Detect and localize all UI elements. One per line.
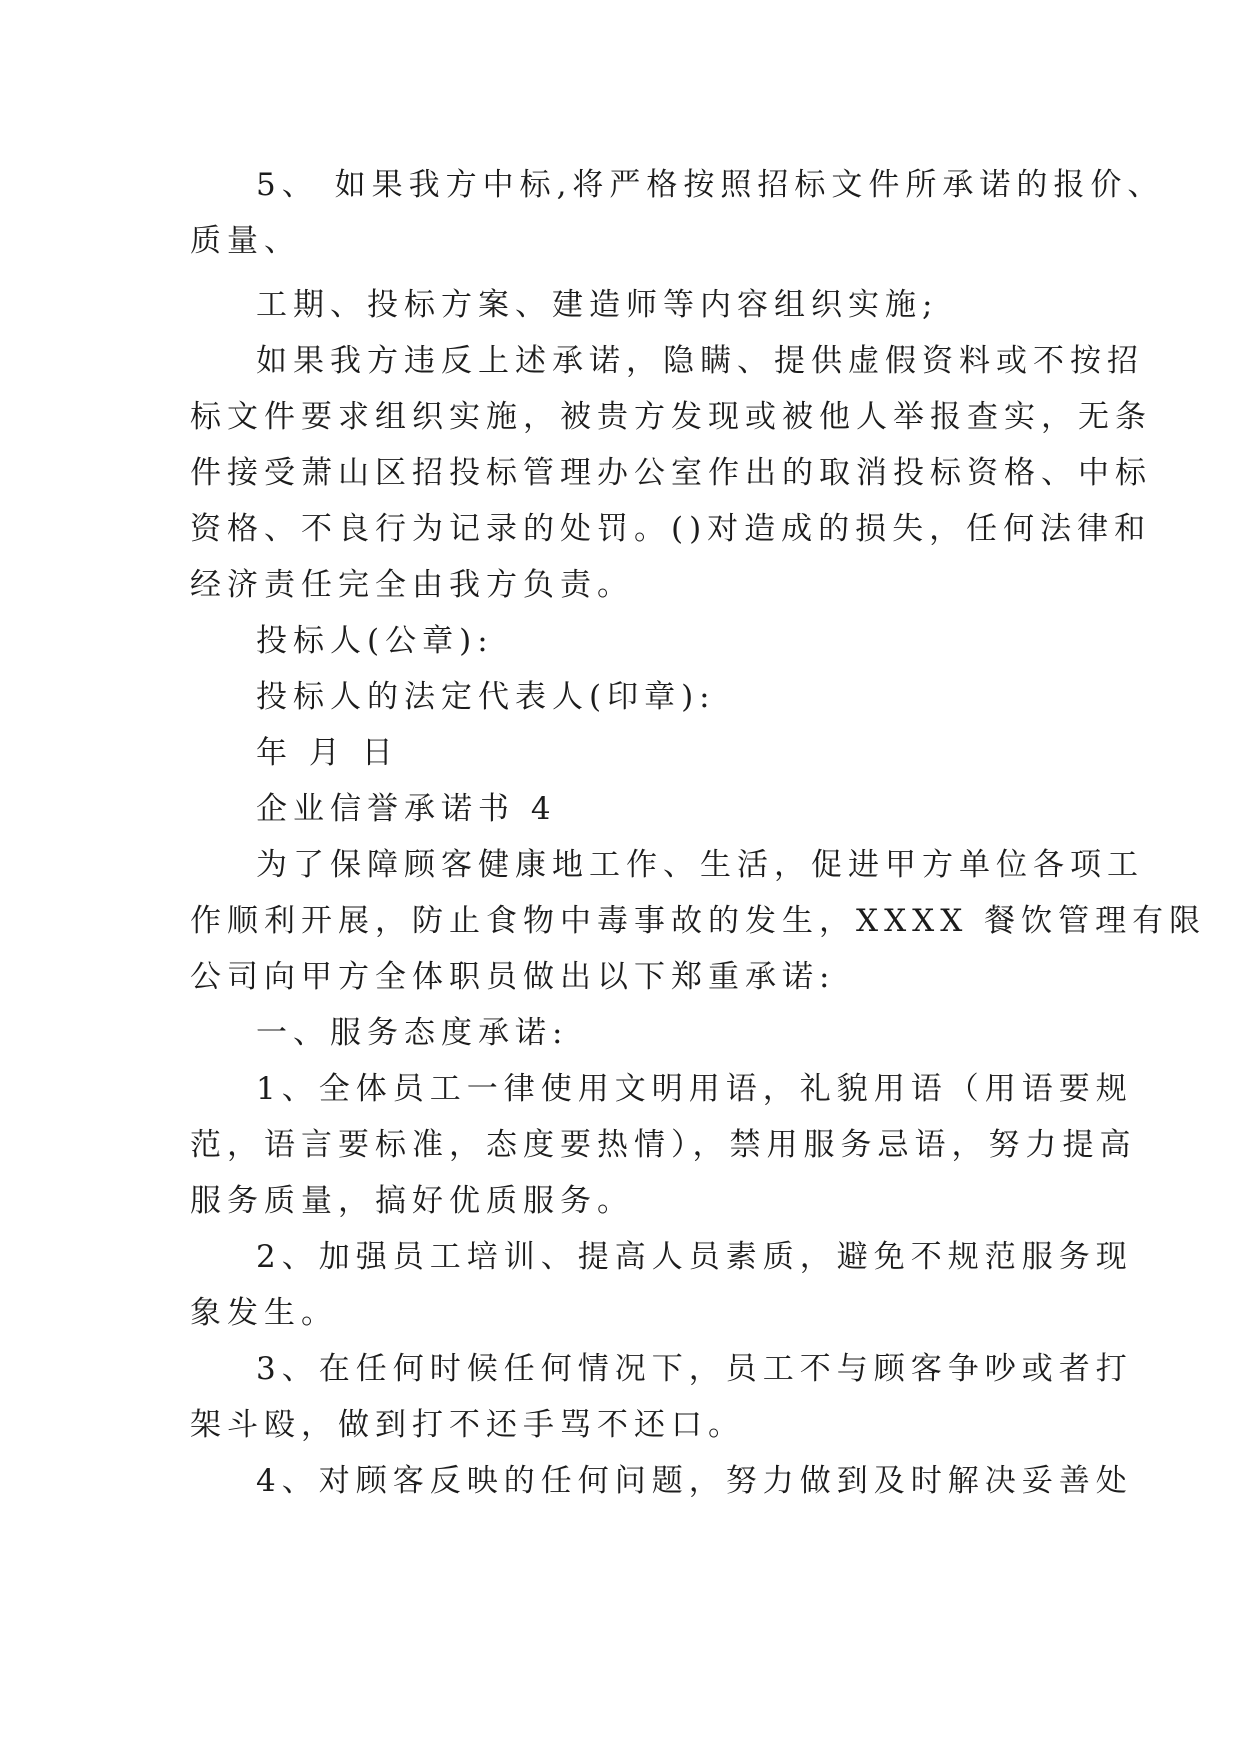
section-title: 企业信誉承诺书 4 <box>256 791 557 827</box>
signature-line-legal-representative: 投标人的法定代表人(印章): <box>256 679 716 715</box>
text-line-22: 3、在任何时候任何情况下，员工不与顾客争吵或者打 <box>256 1351 1133 1387</box>
text-line-14: 作顺利开展，防止食物中毒事故的发生，XXXX 餐饮管理有限 <box>190 903 1207 939</box>
text-line-18: 范，语言要标准，态度要热情），禁用服务忌语，努力提高 <box>190 1127 1137 1163</box>
text-line-15: 公司向甲方全体职员做出以下郑重承诺: <box>190 959 836 995</box>
text-line-19: 服务质量，搞好优质服务。 <box>190 1183 634 1219</box>
text-line-1: 5、 如果我方中标,将严格按照招标文件所承诺的报价、 <box>256 167 1165 203</box>
text-line-20: 2、加强员工培训、提高人员素质，避免不规范服务现 <box>256 1239 1133 1275</box>
text-line-23: 架斗殴，做到打不还手骂不还口。 <box>190 1407 745 1443</box>
text-line-5: 标文件要求组织实施，被贵方发现或被他人举报查实，无条 <box>190 399 1152 435</box>
text-line-2: 质量、 <box>190 223 301 259</box>
text-line-17: 1、全体员工一律使用文明用语，礼貌用语（用语要规 <box>256 1071 1133 1107</box>
date-line: 年 月 日 <box>256 735 399 771</box>
text-line-6: 件接受萧山区招投标管理办公室作出的取消投标资格、中标 <box>190 455 1152 491</box>
text-line-8: 经济责任完全由我方负责。 <box>190 567 634 603</box>
text-line-7: 资格、不良行为记录的处罚。()对造成的损失，任何法律和 <box>190 511 1152 547</box>
subsection-heading: 一、服务态度承诺: <box>256 1015 569 1051</box>
text-line-24: 4、对顾客反映的任何问题，努力做到及时解决妥善处 <box>256 1463 1133 1499</box>
text-line-21: 象发生。 <box>190 1295 338 1331</box>
signature-line-bidder: 投标人(公章): <box>256 623 494 659</box>
text-line-4: 如果我方违反上述承诺，隐瞒、提供虚假资料或不按招 <box>256 343 1144 379</box>
text-line-13: 为了保障顾客健康地工作、生活，促进甲方单位各项工 <box>256 847 1144 883</box>
text-line-3: 工期、投标方案、建造师等内容组织实施; <box>256 287 939 323</box>
